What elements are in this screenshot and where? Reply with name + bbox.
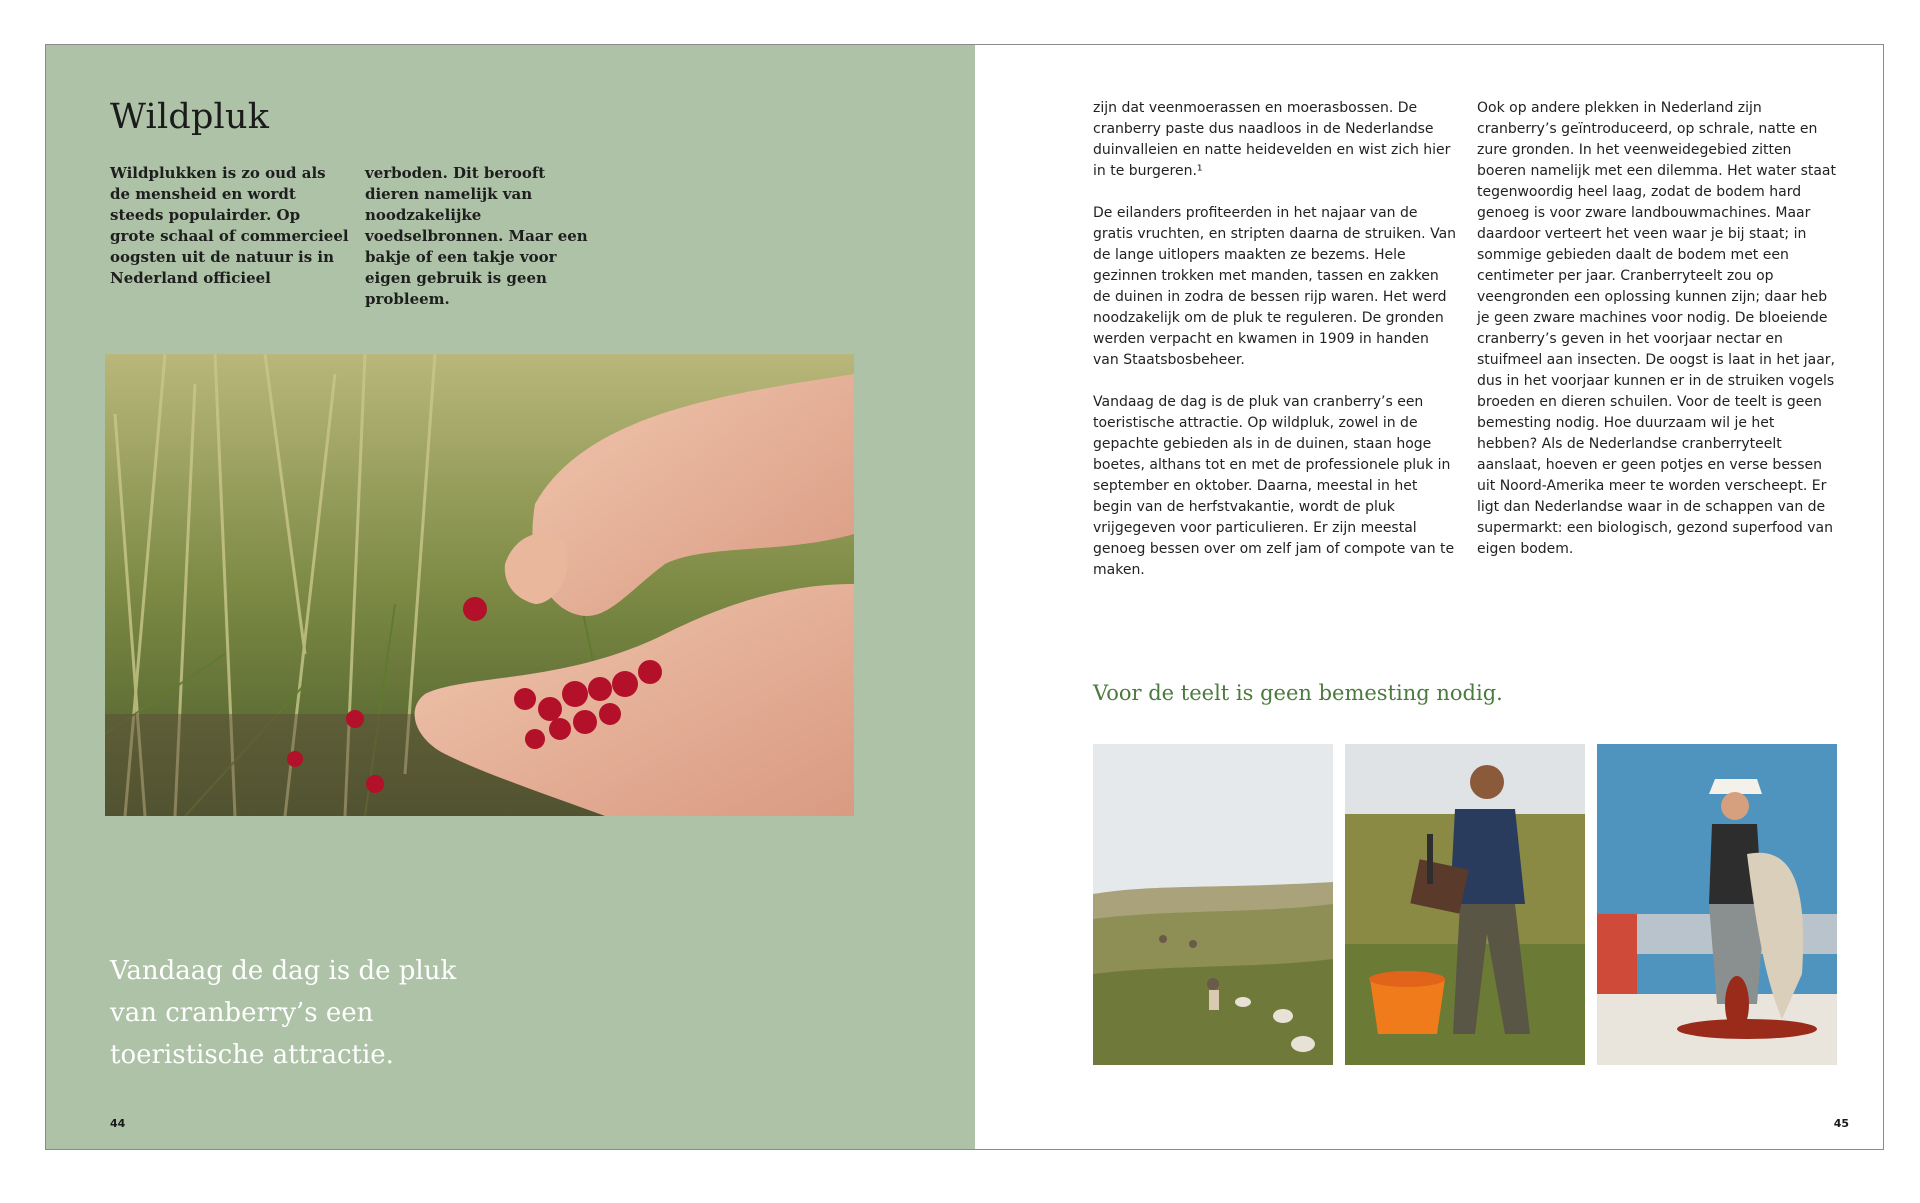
page-number-left: 44 xyxy=(110,1117,126,1130)
photo-hands-picking-cranberries xyxy=(105,354,854,816)
body-column-2 xyxy=(1477,98,1837,581)
feature-quote: Vandaag de dag is de pluk van cranberry’s een toeristische attractie. xyxy=(110,956,457,1070)
paragraph: Vandaag de dag is de pluk van cranberry’s een toeristische attractie. Op wildpluk, zowel in de gepachte gebieden als in de duinen, staan hoge boetes, althans tot en met de professionele pluk in september en oktober. Daarna, meestal in het begin van de herfstvakantie, wordt de pluk vrijgegeven voor particulieren. Er zijn meestal genoeg bessen over om zelf jam of compote van te maken. xyxy=(1093,394,1455,578)
left-page xyxy=(46,45,975,1149)
paragraph: zijn dat veenmoerassen en moerasbossen. De cranberry paste dus naadloos in de Nederlandse duinvalleien en natte heidevelden en wist zich hier in te burgeren.¹ xyxy=(1093,100,1451,179)
photo-dunes-pickers xyxy=(1093,744,1333,1065)
photo-farmer-with-basket xyxy=(1345,744,1585,1065)
paragraph: De eilanders profiteerden in het najaar van de gratis vruchten, en stripten daarna de struiken. Van de lange uitlopers maakten ze bezems. Hele gezinnen trokken met manden, tassen en zakken de duinen in zodra de bessen rijp waren. Het werd noodzakelijk om de pluk te reguleren. De gronden werden verpacht en kwamen in 1909 in handen van Staatsbosbeheer. xyxy=(1093,205,1457,368)
paragraph: Ook op andere plekken in Nederland zijn cranberry’s geïntroduceerd, op schrale, natte en zure gronden. In het veenweidegebied zitten boeren namelijk met een dilemma. Het water staat tegenwoordig heel laag, zodat de bodem hard genoeg is voor zware landbouwmachines. Maar daardoor verteert het veen waar je bij staat; in sommige gebieden daalt de bodem met een centimeter per jaar. Cranberryteelt zou op veengronden een oplossing kunnen zijn; daar heb je geen zware machines voor nodig. De bloeiende cranberry’s geven in het voorjaar nectar en stuifmeel aan insecten. De oogst is laat in het jaar, dus in het voorjaar kunnen er in de struiken vogels broeden en dieren schuilen. Voor de teelt is geen bemesting nodig. Hoe duurzaam wil je het hebben? Als de Nederlandse cranberryteelt aanslaat, hoeven er geen potjes en verse bessen uit Noord-Amerika meer te worden verscheept. Er ligt dan Nederlandse waar in de schappen van de supermarkt: een biologisch, gezond superfood van eigen bodem. xyxy=(1477,100,1837,557)
intro-column-1: Wildplukken is zo oud als de mensheid en wordt steeds populairder. Op grote schaal of commercieel oogsten uit de natuur is in Nederland officieel xyxy=(110,164,349,287)
photo-farmer-pouring-cranberries xyxy=(1597,744,1837,1065)
pull-quote: Voor de teelt is geen bemesting nodig. xyxy=(1093,681,1503,705)
book-spread xyxy=(45,44,1884,1150)
page-number-right: 45 xyxy=(1833,1117,1849,1130)
body-column-1 xyxy=(1093,98,1458,602)
page-title: Wildpluk xyxy=(110,97,270,137)
right-page xyxy=(975,45,1883,1149)
intro-column-2: verboden. Dit berooft dieren namelijk van noodzakelijke voedselbronnen. Maar een bakje of een takje voor eigen gebruik is geen probleem. xyxy=(365,164,588,308)
